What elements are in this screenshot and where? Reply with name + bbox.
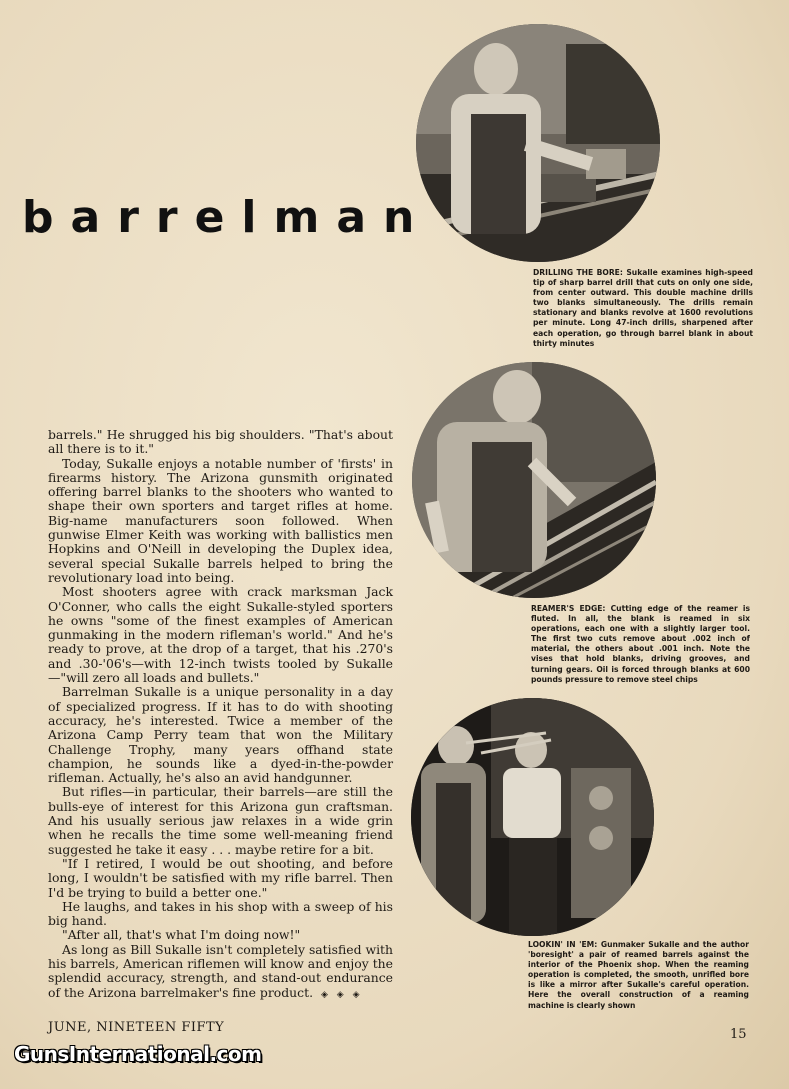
- photo-lookin-in-em: [411, 698, 654, 936]
- article-paragraph: Most shooters agree with crack marksman Jack O'Conner, who calls the eight Sukalle-styled sporters he owns "some of the finest examples of American gunmaking in the modern rifleman's world." And he's ready to prove, at the drop of a target, that his .270's and .30-'06's—with 12-inch twists tooled by Sukalle—"will zero all loads and bullets.": [48, 584, 393, 686]
- caption-lookin-in-em: LOOKIN' IN 'EM: Gunmaker Sukalle and the author 'boresight' a pair of reamed barrels against the interior of the Phoenix shop. When the reaming operation is completed, the smooth, unrifled bore is like a mirror after Sukalle's careful operation. Here the overall construction of a reaming machine is clearly shown: [528, 940, 749, 1010]
- article-paragraph: "After all, that's what I'm doing now!": [62, 927, 301, 943]
- page-number: 15: [730, 1027, 747, 1042]
- article-paragraph: barrels." He shrugged his big shoulders. "That's about all there is to it.": [48, 427, 393, 457]
- watermark-logo: GunsInternational.com: [14, 1042, 262, 1066]
- photo-drilling-the-bore: [416, 24, 660, 262]
- article-body: [48, 428, 393, 1002]
- caption-reamers-edge: REAMER'S EDGE: Cutting edge of the reamer is fluted. In all, the blank is reamed in six operations, each one with a slightly larger tool. The first two cuts remove about .002 inch of material, the others about .001 inch. Note the vises that hold blanks, driving grooves, and turning gears. Oil is forced through blanks at 600 pounds pressure to remove steel chips: [531, 604, 750, 684]
- article-paragraph: Today, Sukalle enjoys a notable number of 'firsts' in firearms history. The Arizona gunsmith originated offering barrel blanks to the shooters who wanted to shape their own sporters and target rifles at home. Big-name manufacturers soon followed. When gunwise Elmer Keith was working with ballistics men Hopkins and O'Neill in developing the Duplex idea, several special Sukalle barrels helped to bring the revolutionary load into being.: [48, 455, 393, 585]
- article-paragraph: He laughs, and takes in his shop with a sweep of his big hand.: [48, 898, 393, 929]
- photo-reamers-edge: [412, 362, 656, 598]
- article-paragraph-last: As long as Bill Sukalle isn't completely satisfied with his barrels, American riflemen will know and enjoy the splendid accuracy, strength, and stand-out endurance of the Arizona barrelmaker's fine product. ◈ ◈ ◈: [48, 941, 393, 1000]
- article-paragraph: "If I retired, I would be out shooting, and before long, I wouldn't be satisfied with my rifle barrel. Then I'd be trying to build a better one.": [48, 855, 393, 900]
- article-paragraph: But rifles—in particular, their barrels—are still the bulls-eye of interest for this Arizona gun craftsman. And his usually serious jaw relaxes in a wide grin when he recalls the time some well-meaning friend suggested he take it easy . . . maybe retire for a bit.: [48, 784, 393, 857]
- end-mark-icon: ◈ ◈ ◈: [321, 989, 363, 1000]
- caption-drilling-the-bore: DRILLING THE BORE: Sukalle examines high-speed tip of sharp barrel drill that cuts on only one side, from center outward. This double machine drills two blanks simultaneously. The drills remain stationary and blanks revolve at 1600 revolutions per minute. Long 47-inch drills, sharpened after each operation, go through barrel blank in about thirty minutes: [533, 268, 753, 348]
- article-headline: barrelman: [22, 192, 432, 243]
- issue-date: JUNE, NINETEEN FIFTY: [48, 1020, 225, 1035]
- article-paragraph: Barrelman Sukalle is a unique personality in a day of specialized progress. If it has to do with shooting accuracy, he's interested. Twice a member of the Arizona Camp Perry team that won the Military Challenge Trophy, many years offhand state champion, he sounds like a dyed-in-the-powder rifleman. Actually, he's also an avid handgunner.: [48, 684, 393, 786]
